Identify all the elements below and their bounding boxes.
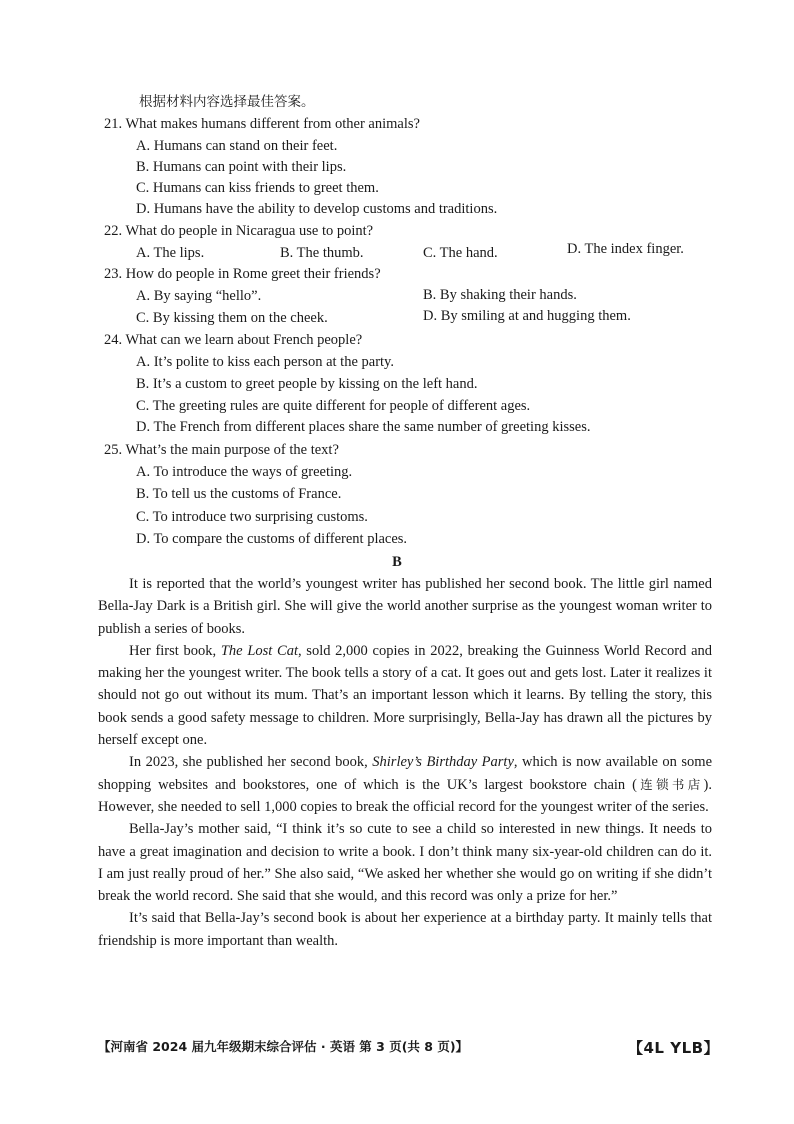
- question-25-option-c: C. To introduce two surprising customs.: [136, 509, 368, 525]
- p2-text-a: Her first book,: [129, 642, 221, 659]
- question-22-stem: 22. What do people in Nicaragua use to point?: [104, 223, 374, 239]
- instruction: 根据材料内容选择最佳答案。: [139, 94, 315, 110]
- question-22-option-d: D. The index finger.: [567, 241, 684, 257]
- p2-text-b: , sold 2,000 copies in 2022, breaking the Guinness World Record and making her the youngest writer. The book tells a story of a cat. It goes out and gets lost. Later it realizes it should not go out without its mum. That’s an important lesson which it learns. By telling the story, this book sends a good safety message to children. More surprisingly, Bella-Jay has drawn all the pictures by herself except one.: [98, 642, 712, 749]
- question-25-stem: 25. What’s the main purpose of the text?: [104, 442, 339, 458]
- p3-chinese-gloss: 连锁书店: [636, 776, 704, 792]
- question-21-stem: 21. What makes humans different from other animals?: [104, 116, 420, 132]
- section-b-heading: B: [392, 554, 402, 570]
- passage-b-paragraph-2: [98, 640, 712, 751]
- question-24-stem: 24. What can we learn about French people?: [104, 332, 363, 348]
- p3-text-a: In 2023, she published her second book,: [129, 754, 373, 771]
- question-24-option-b: B. It’s a custom to greet people by kissing on the left hand.: [136, 376, 478, 392]
- question-23-stem: 23. How do people in Rome greet their friends?: [104, 266, 381, 282]
- question-21-option-d: D. Humans have the ability to develop customs and traditions.: [136, 201, 498, 217]
- question-25-option-b: B. To tell us the customs of France.: [136, 486, 342, 502]
- question-25-option-d: D. To compare the customs of different places.: [136, 531, 408, 547]
- page-footer-info: 【河南省 2024 届九年级期末综合评估 · 英语 第 3 页(共 8 页)】: [98, 1039, 469, 1054]
- question-24-option-c: C. The greeting rules are quite different for people of different ages.: [136, 398, 531, 414]
- passage-b-paragraph-3: [98, 751, 712, 818]
- book-title-lost-cat: The Lost Cat: [220, 642, 298, 659]
- passage-b: [98, 573, 712, 952]
- question-23-option-b: B. By shaking their hands.: [423, 287, 577, 303]
- passage-b-paragraph-1: It is reported that the world’s youngest writer has published her second book. The little girl named Bella-Jay Dark is a British girl. She will give the world another surprise as the youngest woman writer to publish a series of books.: [98, 576, 712, 637]
- question-22-option-a: A. The lips.: [136, 245, 205, 261]
- question-25-option-a: A. To introduce the ways of greeting.: [136, 464, 353, 480]
- question-24-option-d: D. The French from different places share the same number of greeting kisses.: [136, 419, 591, 435]
- page-footer-code: 【4L YLB】: [628, 1039, 720, 1057]
- question-24-option-a: A. It’s polite to kiss each person at the party.: [136, 354, 394, 370]
- question-21-option-b: B. Humans can point with their lips.: [136, 159, 347, 175]
- question-23-option-d: D. By smiling at and hugging them.: [423, 308, 631, 324]
- passage-b-paragraph-5: It’s said that Bella-Jay’s second book is about her experience at a birthday party. It mainly tells that friendship is more important than wealth.: [98, 910, 712, 949]
- passage-b-paragraph-4: Bella-Jay’s mother said, “I think it’s so cute to see a child so interested in new things. It needs to have a great imagination and decision to write a book. I don’t think many six-year-old children can do it. I am just really proud of her.” She also said, “We asked her whether she would go on writing if she didn’t break the world record. She said that she would, and this record was only a prize for her.”: [98, 821, 712, 905]
- question-22-option-c: C. The hand.: [423, 245, 498, 261]
- question-21-option-c: C. Humans can kiss friends to greet them.: [136, 180, 379, 196]
- book-title-shirleys-party: Shirley’s Birthday Party: [372, 754, 514, 771]
- question-21-option-a: A. Humans can stand on their feet.: [136, 138, 338, 154]
- question-23-option-c: C. By kissing them on the cheek.: [136, 310, 328, 326]
- p3-text-b: , which is now available on some shopping websites and bookstores, one of which is the UK’s largest bookstore chain (: [98, 754, 713, 793]
- question-23-option-a: A. By saying “hello”.: [136, 288, 262, 304]
- question-22-option-b: B. The thumb.: [280, 245, 364, 261]
- p3-text-c: ). However, she needed to sell 1,000 copies to break the official record for the youngest writer of the series.: [98, 776, 712, 815]
